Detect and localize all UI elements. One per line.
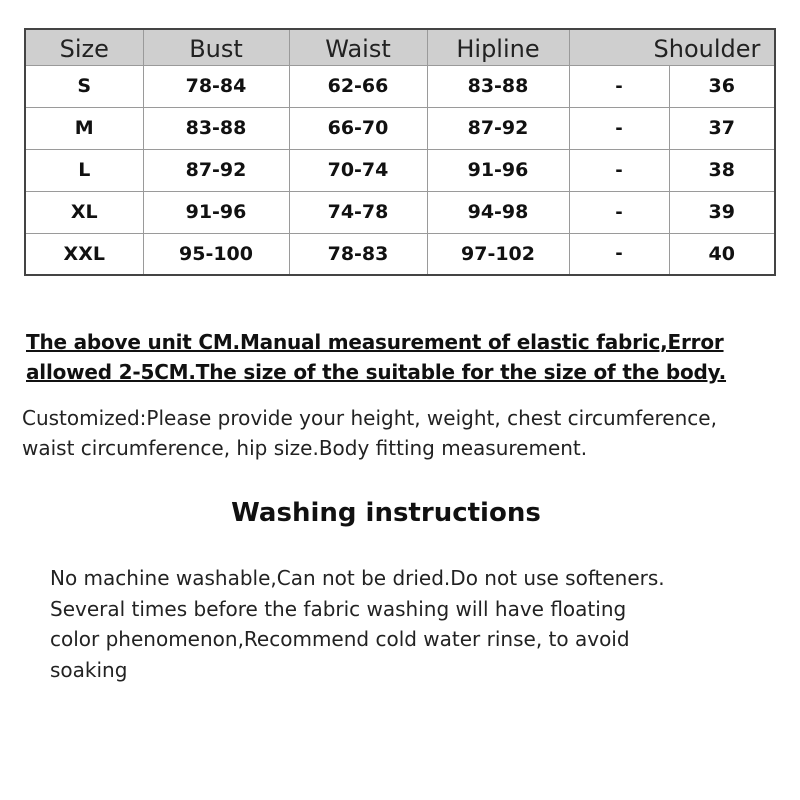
cell-hipline: 83-88 xyxy=(427,65,569,107)
cell-blank: - xyxy=(569,65,669,107)
washing-line: soaking xyxy=(50,657,128,682)
cell-blank: - xyxy=(569,233,669,275)
cell-hipline: 91-96 xyxy=(427,149,569,191)
cell-waist: 74-78 xyxy=(289,191,427,233)
table-row xyxy=(25,65,775,107)
washing-line: color phenomenon,Recommend cold water rinse, to avoid xyxy=(50,627,630,651)
cell-shoulder: 36 xyxy=(669,65,775,107)
cell-hipline: 87-92 xyxy=(427,107,569,149)
cell-blank: - xyxy=(569,107,669,149)
header-bust: Bust xyxy=(143,29,289,65)
cell-shoulder: 40 xyxy=(669,233,775,275)
cell-size: S xyxy=(25,65,143,107)
cell-hipline: 97-102 xyxy=(427,233,569,275)
cell-hipline: 94-98 xyxy=(427,191,569,233)
header-hipline: Hipline xyxy=(427,29,569,65)
cell-waist: 62-66 xyxy=(289,65,427,107)
washing-instructions-title: Washing instructions xyxy=(231,498,541,528)
table-header-row xyxy=(25,29,775,65)
customized-note xyxy=(22,403,800,463)
table-row xyxy=(25,191,775,233)
cell-bust: 78-84 xyxy=(143,65,289,107)
header-shoulder: Shoulder xyxy=(569,29,775,65)
cell-bust: 95-100 xyxy=(143,233,289,275)
washing-line: Several times before the fabric washing will have floating xyxy=(50,596,627,621)
cell-bust: 91-96 xyxy=(143,191,289,233)
table-row xyxy=(25,149,775,191)
table-row xyxy=(25,107,775,149)
cell-size: L xyxy=(25,149,143,191)
measurement-note xyxy=(26,327,796,387)
header-size: Size xyxy=(25,29,143,65)
washing-line: No machine washable,Can not be dried.Do not use softeners. xyxy=(50,566,665,590)
cell-bust: 83-88 xyxy=(143,107,289,149)
cell-blank: - xyxy=(569,191,669,233)
cell-size: M xyxy=(25,107,143,149)
cell-size: XXL xyxy=(25,233,143,275)
customized-note-line: Customized:Please provide your height, weight, chest circumference, xyxy=(22,406,717,430)
cell-shoulder: 37 xyxy=(669,107,775,149)
cell-waist: 70-74 xyxy=(289,149,427,191)
header-waist: Waist xyxy=(289,29,427,65)
washing-instructions-body xyxy=(50,563,770,685)
size-chart-table xyxy=(24,28,776,276)
cell-size: XL xyxy=(25,191,143,233)
cell-blank: - xyxy=(569,149,669,191)
measurement-note-line: The above unit CM.Manual measurement of elastic fabric,Error xyxy=(26,330,724,354)
cell-shoulder: 38 xyxy=(669,149,775,191)
cell-shoulder: 39 xyxy=(669,191,775,233)
cell-waist: 66-70 xyxy=(289,107,427,149)
cell-bust: 87-92 xyxy=(143,149,289,191)
table-row xyxy=(25,233,775,275)
customized-note-line: waist circumference, hip size.Body fitting measurement. xyxy=(22,436,588,460)
measurement-note-line: allowed 2-5CM.The size of the suitable for the size of the body. xyxy=(26,360,727,384)
cell-waist: 78-83 xyxy=(289,233,427,275)
